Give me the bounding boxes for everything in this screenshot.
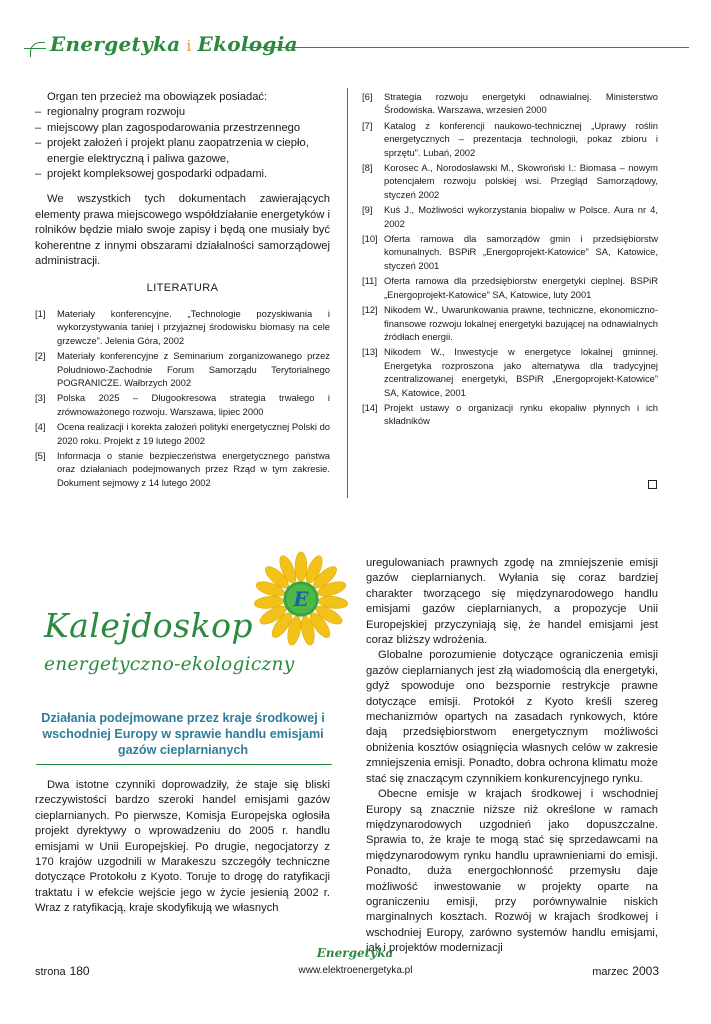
reference-text: Informacja o stanie bezpieczeństwa energetycznego państwa oraz działaniach podejmowanych przez Rząd w tym zakresie. Dokument sejmowy z 14 lutego 2002 xyxy=(57,449,330,488)
page-number: 180 xyxy=(69,964,90,978)
footer-url[interactable]: www.elektroenergetyka.pl xyxy=(298,965,413,976)
reference-item xyxy=(362,119,658,159)
reference-item xyxy=(362,203,658,230)
kalejdoskop-subtitle: energetyczno-ekologiczny xyxy=(44,654,295,675)
reference-item xyxy=(362,90,658,117)
reference-text: Oferta ramowa dla przedsiębiorstw energetyki cieplnej. BSPiR „Energoprojekt-Katowice” SA, Katowice, luty 2001 xyxy=(384,275,658,300)
reference-number: [10] xyxy=(362,233,378,245)
issue-month: marzec xyxy=(592,966,629,978)
reference-item xyxy=(362,161,658,201)
reference-text: Materiały konferencyjne z Seminarium zorganizowanego przez Południowo-Zachodnie Forum Samorządu Terytorialnego POGRANICZE. Wałbrzych 2002 xyxy=(57,350,330,388)
reference-number: [13] xyxy=(362,346,378,358)
intro-lead: Organ ten przecież ma obowiązek posiadać: xyxy=(47,91,268,103)
literature-heading: LITERATURA xyxy=(146,282,219,295)
flower-letter: E xyxy=(293,587,309,611)
footer-date xyxy=(592,964,659,978)
article-heading-rule xyxy=(36,764,332,765)
reference-text: Materiały konferencyjne. „Technologie pozyskiwania i wykorzystywania taniej i przyjaznej środowisku biomasy na cele grzewcze”. Jelenia Góra, 2002 xyxy=(57,307,330,346)
reference-item xyxy=(35,420,330,447)
reference-item xyxy=(35,307,330,347)
footer-logo: Energetyka xyxy=(316,946,394,960)
reference-item xyxy=(362,274,658,301)
article-paragraph: Globalne porozumienie dotyczące ograniczenia emisji gazów cieplarnianych jest złą wiadomością dla energetyki, gdyż spowoduje ono bezspornie restrykcje prawne dotyczące emisji. Protokół z Kyoto kreśli szereg mechanizmów opartych na zasadach rynkowych, które dają przedsiębiorstwom energetycznym możliwości obniżenia kosztów osiągnięcia własnych celów w zakresie zmniejszenia emisji. Ponadto, dobra ochrona klimatu może stać się znaczącym czynnikiem konkurencyjnego rynku. xyxy=(366,649,658,785)
intro-list xyxy=(35,105,330,182)
list-item: – projekt założeń i projekt planu zaopatrzenia w ciepło, energie elektryczną i paliwa gazowe, xyxy=(35,136,330,167)
header-ornament xyxy=(30,42,45,57)
page-label: strona xyxy=(35,966,66,978)
reference-text: Nikodem W., Uwarunkowania prawne, techniczne, ekonomiczno-finansowe rozwoju lokalnej energetyki bazującej na odnawialnych źródłach energii. xyxy=(384,304,658,342)
reference-item xyxy=(35,449,330,489)
end-of-article-mark xyxy=(648,480,657,489)
reference-item xyxy=(35,349,330,389)
reference-item xyxy=(35,391,330,418)
section-title-ekologia: Ekologia xyxy=(197,32,298,56)
reference-number: [5] xyxy=(35,449,46,461)
article-paragraph: Obecne emisje w krajach środkowej i wschodniej Europy są znacznie niższe niż określone w ramach międzynarodowych uzgodnień jako dopuszczalne. Sprawia to, że kraje te mogą stać się sprzedawcami na międzynarodowym rynku handlu uprawnieniami do emisji. Ponadto, duża energochłonność przemysłu daje możliwość inwestowanie w projekty oparte na ograniczeniu emisji, przy porównywalnie niskich marginalnych kosztach. Rozwój w krajach środkowej i wschodniej Europy, zarówno systemów handlu emisjami, jak i projektów modernizacji xyxy=(366,788,658,955)
issue-year: 2003 xyxy=(632,964,659,978)
reference-number: [12] xyxy=(362,304,378,316)
reference-item xyxy=(362,401,658,428)
reference-number: [7] xyxy=(362,119,373,131)
reference-text: Kuś J., Możliwości wykorzystania biopaliw w Polsce. Aura nr 4, 2002 xyxy=(384,204,658,229)
intro-column xyxy=(35,90,330,491)
reference-number: [9] xyxy=(362,204,373,216)
reference-item xyxy=(362,345,658,399)
article-body-left: Dwa istotne czynniki doprowadziły, że staje się bliski rzeczywistości bardzo szeroki handel emisjami gazów cieplarnianych. Po pierwsze, Komisja Europejska ogłosiła projekt dyrektywy o wprowadzeniu do 2005 r. handlu emisjami w Unii Europejskiej. Po drugie, negocjatorzy z 170 krajów uzgodnili w Marakeszu szczegóły techniczne dotyczące Protokołu z Kyoto. Toruje to drogę do ratyfikacji traktatu i w efekcie wejście jego w życie jesienią 2002 r. Wraz z ratyfikacją, kraje skodyfikują we własnych xyxy=(35,779,330,915)
reference-text: Katalog z konferencji naukowo-technicznej „Uprawy roślin energetycznych – prezentacja technologii, pokaz zbioru i sprzętu”. Lubań, 2002 xyxy=(384,119,658,158)
column-divider xyxy=(347,88,348,498)
reference-number: [6] xyxy=(362,91,373,102)
reference-number: [4] xyxy=(35,421,46,433)
reference-number: [2] xyxy=(35,350,46,362)
section-title-energetyka: Energetyka xyxy=(50,32,181,56)
article-heading: Działania podejmowane przez kraje środkowej i wschodniej Europy w sprawie handlu emisjami gazów cieplarnianych xyxy=(41,711,325,757)
reference-item xyxy=(362,303,658,343)
reference-text: Nikodem W., Inwestycje w energetyce lokalnej gminnej. Energetyka rozproszona jako alternatywa dla tradycyjnej zcentralizowanej energetyki, BSPiR „Energoprojekt-Katowice” SA, Katowice, 2001 xyxy=(384,346,658,398)
reference-text: Polska 2025 – Długookresowa strategia trwałego i zrównoważonego rozwoju. Warszawa, lipiec 2000 xyxy=(57,392,330,417)
page-header xyxy=(0,28,711,68)
reference-text: Projekt ustawy o organizacji rynku ekopaliw płynnych i ich składników xyxy=(384,401,658,427)
reference-number: [1] xyxy=(35,307,46,319)
references-left xyxy=(35,307,330,489)
article-paragraph: uregulowaniach prawnych zgodę na zmniejszenie emisji gazów cieplarnianych. Wyłania się coraz bardziej charakter tworzącego się międzynarodowego handlu emisjami gazów cieplarnianych, a propozycje Unii Europejskiej przyczyniają się, że handel emisjami jest coraz bliższy wdrożenia. xyxy=(366,557,658,647)
section-title xyxy=(50,32,298,56)
reference-number: [11] xyxy=(362,275,377,287)
reference-number: [8] xyxy=(362,162,373,174)
section-title-and: i xyxy=(186,37,192,55)
reference-number: [3] xyxy=(35,392,46,404)
reference-text: Oferta ramowa dla samorządów gmin i przedsiębiorstw komunalnych. BSPiR „Energoprojekt-Katowice” SA, Katowice, styczeń 2001 xyxy=(384,233,658,271)
reference-text: Korosec A., Norodosławski M., Skowroński I.: Biomasa – nowym potencjałem rozwoju polskiej wsi. Przegląd Samorządowy, styczeń 2002 xyxy=(384,162,658,200)
reference-text: Strategia rozwoju energetyki odnawialnej. Ministerstwo Środowiska. Warszawa, wrzesień 2000 xyxy=(384,91,658,116)
reference-number: [14] xyxy=(362,401,378,413)
list-item: – projekt kompleksowej gospodarki odpadami. xyxy=(35,167,330,182)
header-divider-right xyxy=(245,47,689,48)
intro-paragraph: We wszystkich tych dokumentach zawierających elementy prawa miejscowego współdziałanie energetyków i rolników będzie miało swoje zapisy i będą one musiały być koherentne z innymi obszarami działalności samorządowej administracji. xyxy=(35,193,330,268)
kalejdoskop-title: Kalejdoskop xyxy=(44,606,254,645)
references-right xyxy=(362,90,658,430)
header-divider-left xyxy=(24,48,46,49)
reference-text: Ocena realizacji i korekta założeń polityki energetycznej Polski do 2020 roku. Projekt z 19 lutego 2002 xyxy=(57,421,330,446)
list-item: – regionalny program rozwoju xyxy=(35,105,330,120)
reference-item xyxy=(362,232,658,272)
article-body-right xyxy=(366,556,658,957)
list-item: – miejscowy plan zagospodarowania przestrzennego xyxy=(35,121,330,136)
sunflower-logo-icon xyxy=(252,550,350,648)
